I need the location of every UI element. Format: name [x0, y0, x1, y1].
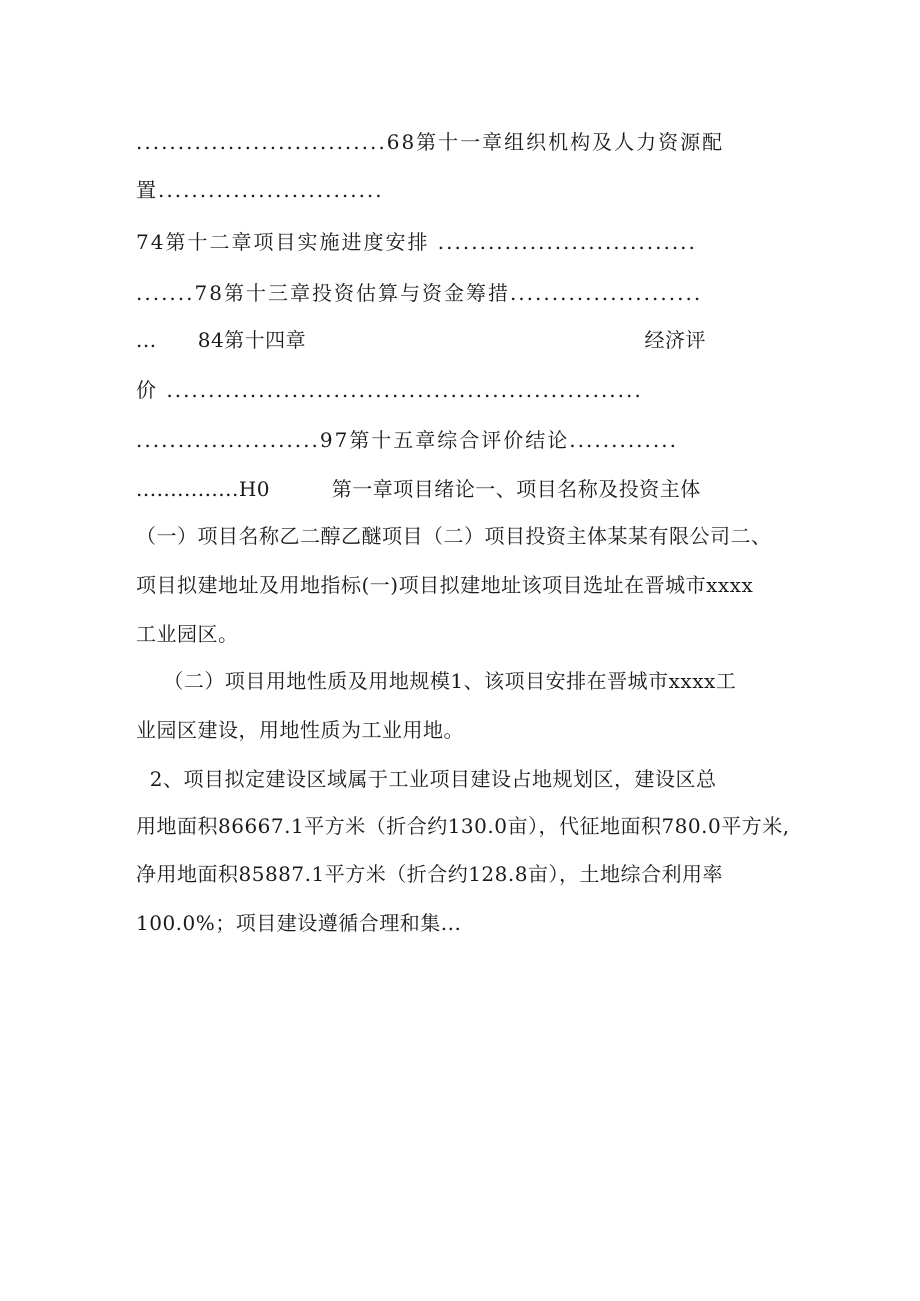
- toc-line: ...............H0 第一章项目绪论一、项目名称及投资主体: [136, 477, 701, 501]
- toc-line-split: [136, 326, 796, 354]
- toc-line: 置...........................: [136, 178, 384, 202]
- toc-line: 价 .........................................................: [136, 378, 643, 402]
- body-line: 工业园区。: [136, 622, 239, 646]
- body-line: 用地面积86667.1平方米（折合约130.0亩），代征地面积780.0平方米,: [136, 814, 790, 838]
- toc-line-right: 经济评: [644, 328, 706, 352]
- toc-line: ..............................68第十一章组织机构及人力资源配: [136, 130, 725, 154]
- toc-line: ......................97第十五章综合评价结论.............: [136, 428, 678, 452]
- body-line: 2、项目拟定建设区域属于工业项目建设占地规划区，建设区总: [136, 767, 717, 791]
- body-line: 100.0%；项目建设遵循合理和集...: [136, 911, 462, 935]
- body-line: （二）项目用地性质及用地规模1、该项目安排在晋城市xxxx工: [136, 669, 737, 693]
- toc-line-left: ... 84第十四章: [136, 328, 307, 352]
- body-line: 业园区建设，用地性质为工业用地。: [136, 718, 464, 742]
- body-line: 净用地面积85887.1平方米（折合约128.8亩），土地综合利用率: [136, 862, 723, 886]
- body-line: （一）项目名称乙二醇乙醚项目（二）项目投资主体某某有限公司二、: [136, 524, 772, 548]
- toc-line: .......78第十三章投资估算与资金筹措.......................: [136, 281, 703, 305]
- toc-line: 74第十二章项目实施进度安排 ...............................: [136, 230, 697, 254]
- body-line: 项目拟建地址及用地指标(一)项目拟建地址该项目选址在晋城市xxxx: [136, 573, 754, 597]
